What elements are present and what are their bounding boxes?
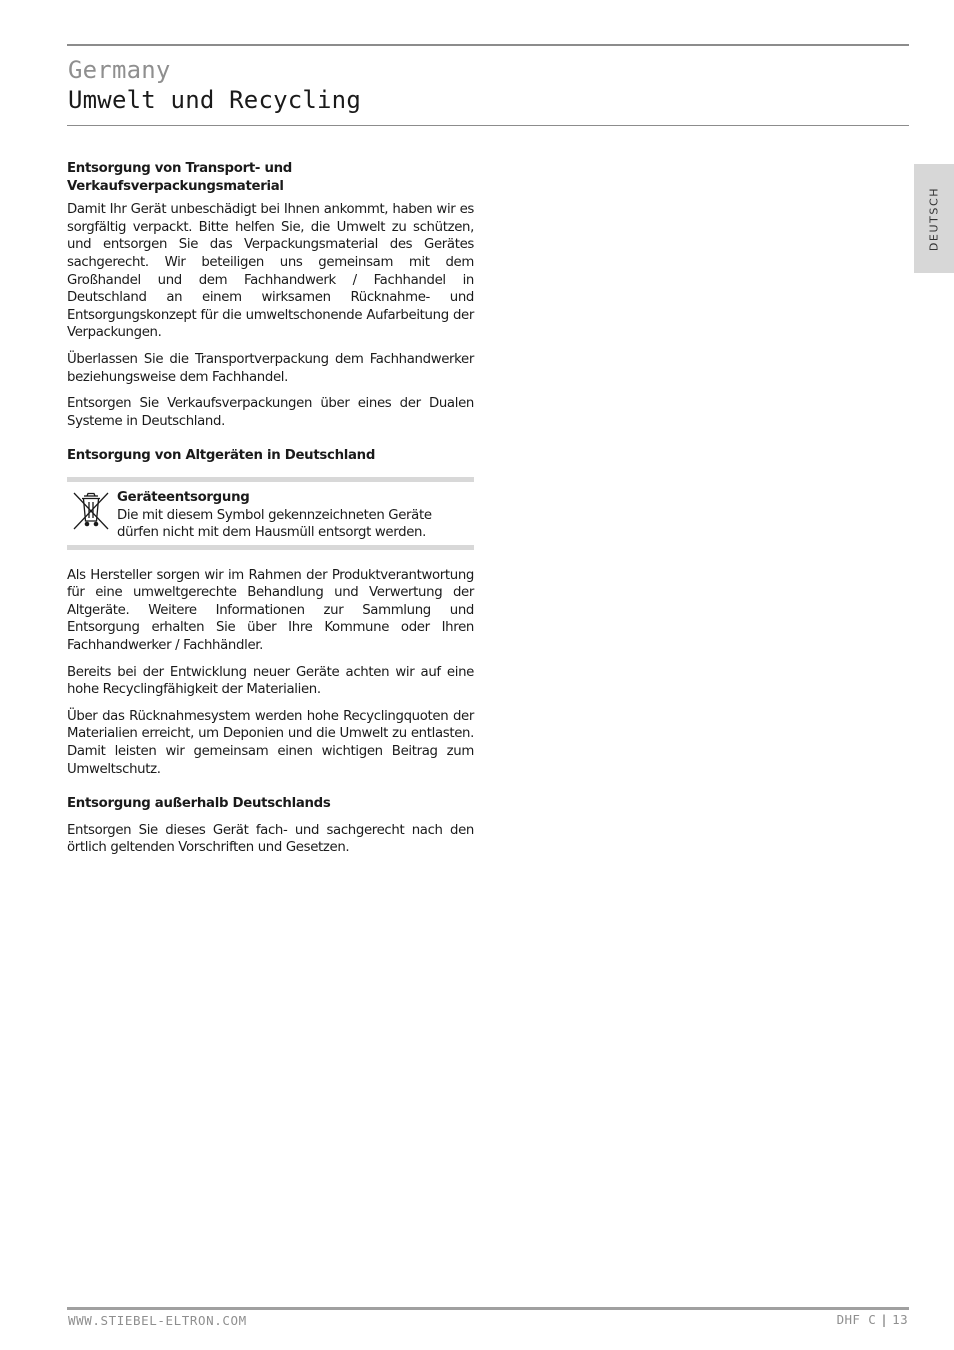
language-tab-label: DEUTSCH — [927, 186, 941, 251]
outside-germany-paragraph-1: Entsorgen Sie dieses Gerät fach- und sachgerecht nach den örtlich geltenden Vorschriften und Gesetzen. — [67, 822, 474, 856]
crossed-out-wheelie-bin-icon — [71, 490, 111, 532]
old-devices-paragraph-2: Bereits bei der Entwicklung neuer Geräte achten wir auf eine hohe Recyclingfähigkeit der Materialien. — [67, 664, 474, 698]
header-top-rule — [67, 44, 909, 46]
content-column — [67, 160, 474, 857]
header-country: Germany — [68, 56, 171, 84]
packaging-paragraph-1: Damit Ihr Gerät unbeschädigt bei Ihnen ankommt, haben wir es sorgfältig verpackt. Bitte helfen Sie, die Umwelt zu schützen, und entsorgen Sie das Verpackungsmaterial des Gerätes sachgerecht. Wir beteiligen uns gemeinsam mit dem Großhandel und dem Fachhandwerk / Fachhandel in Deutschland an einem wirksamen Rücknahme- und Entsorgungskonzept für die umweltschonende Aufarbeitung der Verpackungen. — [67, 202, 474, 341]
section-heading-old-devices: Entsorgung von Altgeräten in Deutschland — [67, 448, 376, 464]
packaging-paragraph-3: Entsorgen Sie Verkaufsverpackungen über eines der Dualen Systeme in Deutschland. — [67, 396, 474, 429]
language-tab — [914, 164, 954, 273]
footer-separator: | — [880, 1312, 889, 1327]
footer-rule — [67, 1307, 909, 1310]
section-heading-outside-germany: Entsorgung außerhalb Deutschlands — [67, 796, 331, 812]
section-heading-packaging — [67, 160, 474, 195]
note-text: Die mit diesem Symbol gekennzeichneten Geräte dürfen nicht mit dem Hausmüll entsorgt werden. — [117, 507, 432, 541]
header-bottom-rule — [67, 125, 909, 126]
section-heading-packaging-line2: Verkaufsverpackungsmaterial — [67, 178, 284, 194]
note-title: Geräteentsorgung — [117, 489, 250, 505]
section-heading-packaging-line1: Entsorgung von Transport- und — [67, 161, 292, 176]
old-devices-paragraph-1: Als Hersteller sorgen wir im Rahmen der Produktverantwortung für eine umweltgerechte Behandlung und Verwertung der Altgeräte. Weitere Informationen zur Sammlung und Entsorgung erhalten Sie über Ihre Kommune oder Ihren Fachhandwerker / Fachhändler. — [67, 567, 474, 654]
page-title: Umwelt und Recycling — [68, 86, 361, 114]
packaging-paragraph-2: Überlassen Sie die Transportverpackung dem Fachhandwerker beziehungsweise dem Fachhandel. — [67, 351, 474, 385]
footer-website-link[interactable]: WWW.STIEBEL-ELTRON.COM — [68, 1313, 247, 1328]
footer-page-info — [837, 1312, 908, 1327]
old-devices-paragraph-3: Über das Rücknahmesystem werden hohe Recyclingquoten der Materialien erreicht, um Deponien und die Umwelt zu entlasten. Damit leisten wir gemeinsam einen wichtigen Beitrag zum Umweltschutz. — [67, 708, 474, 777]
page-number: 13 — [892, 1312, 908, 1327]
disposal-note-box — [67, 477, 474, 550]
footer-model: DHF C — [836, 1312, 877, 1327]
